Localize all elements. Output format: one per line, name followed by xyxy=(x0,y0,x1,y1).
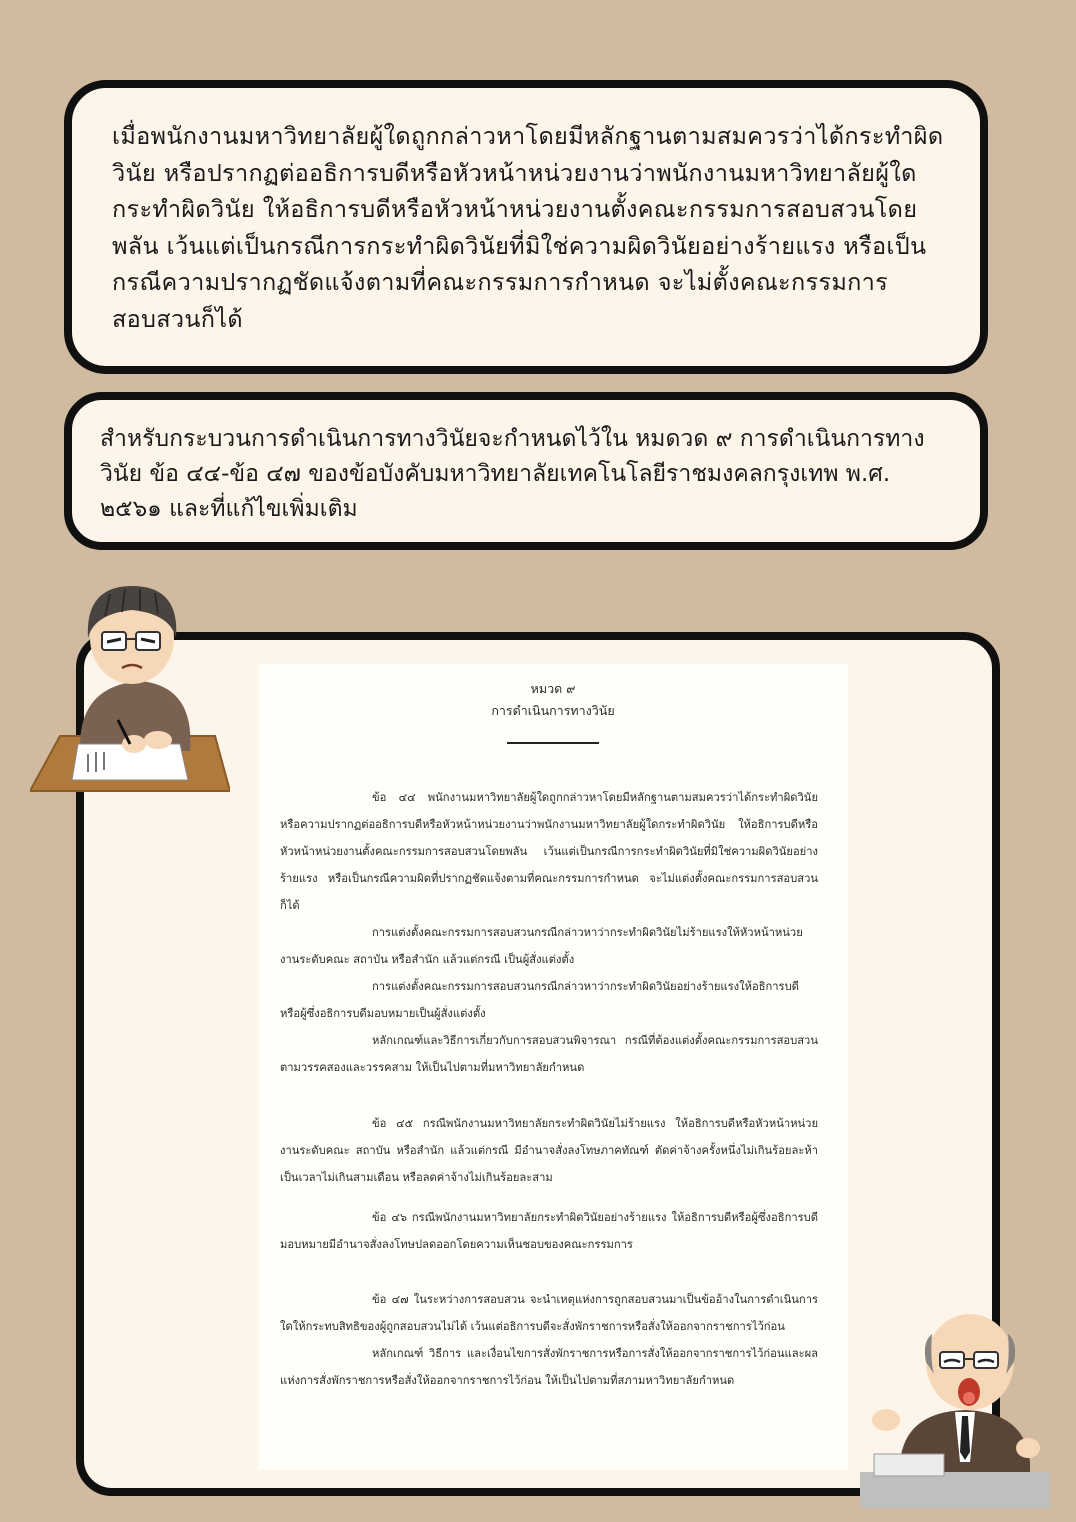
reference-text: สำหรับกระบวนการดำเนินการทางวินัยจะกำหนดไว้ใน หมดวด ๙ การดำเนินการทางวินัย ข้อ ๔๔-ข้อ ๔๗ ของข้อบังคับมหาวิทยาลัยเทคโนโลยีราชมงคลกรุงเทพ พ.ศ. ๒๕๖๑ และที่แก้ไขเพิ่มเติม xyxy=(100,426,925,522)
regulation-document xyxy=(258,664,848,1470)
intro-text: เมื่อพนักงานมหาวิทยาลัยผู้ใดถูกกล่าวหาโดยมีหลักฐานตามสมควรว่าได้กระทำผิดวินัย หรือปรากฏต่ออธิการบดีหรือหัวหน้าหน่วยงานว่าพนักงานมหาวิทยาลัยผู้ใดกระทำผิดวินัย ให้อธิการบดีหรือหัวหน้าหน่วยงานตั้งคณะกรรมการสอบสวนโดยพลัน เว้นแต่เป็นกรณีการกระทำผิดวินัยที่มิใช่ความผิดวินัยอย่างร้ายแรง หรือเป็นกรณีความปรากฏชัดแจ้งตามที่คณะกรรมการกำหนด จะไม่ตั้งคณะกรรมการสอบสวนก็ได้ xyxy=(112,122,944,333)
section-46-para: ข้อ ๔๖ กรณีพนักงานมหาวิทยาลัยกระทำผิดวินัยอย่างร้ายแรง ให้อธิการบดีหรือผู้ซึ่งอธิการบดีมอบหมายมีอำนาจสั่งลงโทษปลดออกโดยความเห็นชอบของคณะกรรมการ xyxy=(280,1211,818,1251)
section-44-para-1: ข้อ ๔๔ พนักงานมหาวิทยาลัยผู้ใดถูกกล่าวหาโดยมีหลักฐานตามสมควรว่าได้กระทำผิดวินัย หรือความปรากฏต่ออธิการบดีหรือหัวหน้าหน่วยงานว่าพนักงานมหาวิทยาลัยผู้ใดกระทำผิดวินัย ให้อธิการบดีหรือหัวหน้าหน่วยงานตั้งคณะกรรมการสอบสวนโดยพลัน เว้นแต่เป็นกรณีการกระทำผิดวินัยที่มิใช่ความผิดวินัยอย่างร้ายแรง หรือเป็นกรณีความผิดที่ปรากฏชัดแจ้งตามที่คณะกรรมการกำหนด จะไม่แต่งตั้งคณะกรรมการสอบสวนก็ได้ xyxy=(280,791,818,912)
section-46 xyxy=(280,1204,818,1258)
section-44-para-2: การแต่งตั้งคณะกรรมการสอบสวนกรณีกล่าวหาว่ากระทำผิดวินัยไม่ร้ายแรงให้หัวหน้าหน่วยงานระดับคณะ สถาบัน หรือสำนัก แล้วแต่กรณี เป็นผู้สั่งแต่งตั้ง xyxy=(280,926,803,966)
section-45 xyxy=(280,1110,818,1191)
section-47-para-2: หลักเกณฑ์ วิธีการ และเงื่อนไขการสั่งพักราชการหรือการสั่งให้ออกจากราชการไว้ก่อนและผลแห่งการสั่งพักราชการหรือสั่งให้ออกจากราชการไว้ก่อน ให้เป็นไปตามที่สภามหาวิทยาลัยกำหนด xyxy=(280,1347,818,1387)
reference-card xyxy=(64,392,988,550)
section-47 xyxy=(280,1286,818,1394)
official-speaking-icon xyxy=(860,1312,1050,1508)
section-45-para: ข้อ ๔๕ กรณีพนักงานมหาวิทยาลัยกระทำผิดวินัยไม่ร้ายแรง ให้อธิการบดีหรือหัวหน้าหน่วยงานระดับคณะ สถาบัน หรือสำนัก แล้วแต่กรณี มีอำนาจสั่งลงโทษภาคทัณฑ์ ตัดค่าจ้างครั้งหนึ่งไม่เกินร้อยละห้าเป็นเวลาไม่เกินสามเดือน หรือลดค่าจ้างไม่เกินร้อยละสาม xyxy=(280,1117,818,1184)
section-44-para-4: หลักเกณฑ์และวิธีการเกี่ยวกับการสอบสวนพิจารณา กรณีที่ต้องแต่งตั้งคณะกรรมการสอบสวนตามวรรคสองและวรรคสาม ให้เป็นไปตามที่มหาวิทยาลัยกำหนด xyxy=(280,1034,818,1074)
official-writing-icon xyxy=(30,576,230,794)
section-47-para-1: ข้อ ๔๗ ในระหว่างการสอบสวน จะนำเหตุแห่งการถูกสอบสวนมาเป็นข้ออ้างในการดำเนินการใดให้กระทบสิทธิของผู้ถูกสอบสวนไม่ได้ เว้นแต่อธิการบดีจะสั่งพักราชการหรือสั่งให้ออกจากราชการไว้ก่อน xyxy=(280,1293,818,1333)
intro-card xyxy=(64,80,988,374)
document-chapter-title: การดำเนินการทางวินัย xyxy=(491,703,615,718)
document-divider xyxy=(507,742,599,744)
document-chapter-heading: หมวด ๙ xyxy=(530,681,576,696)
section-44 xyxy=(280,784,818,1081)
section-44-para-3: การแต่งตั้งคณะกรรมการสอบสวนกรณีกล่าวหาว่ากระทำผิดวินัยอย่างร้ายแรงให้อธิการบดีหรือผู้ซึ่งอธิการบดีมอบหมายเป็นผู้สั่งแต่งตั้ง xyxy=(280,980,799,1020)
